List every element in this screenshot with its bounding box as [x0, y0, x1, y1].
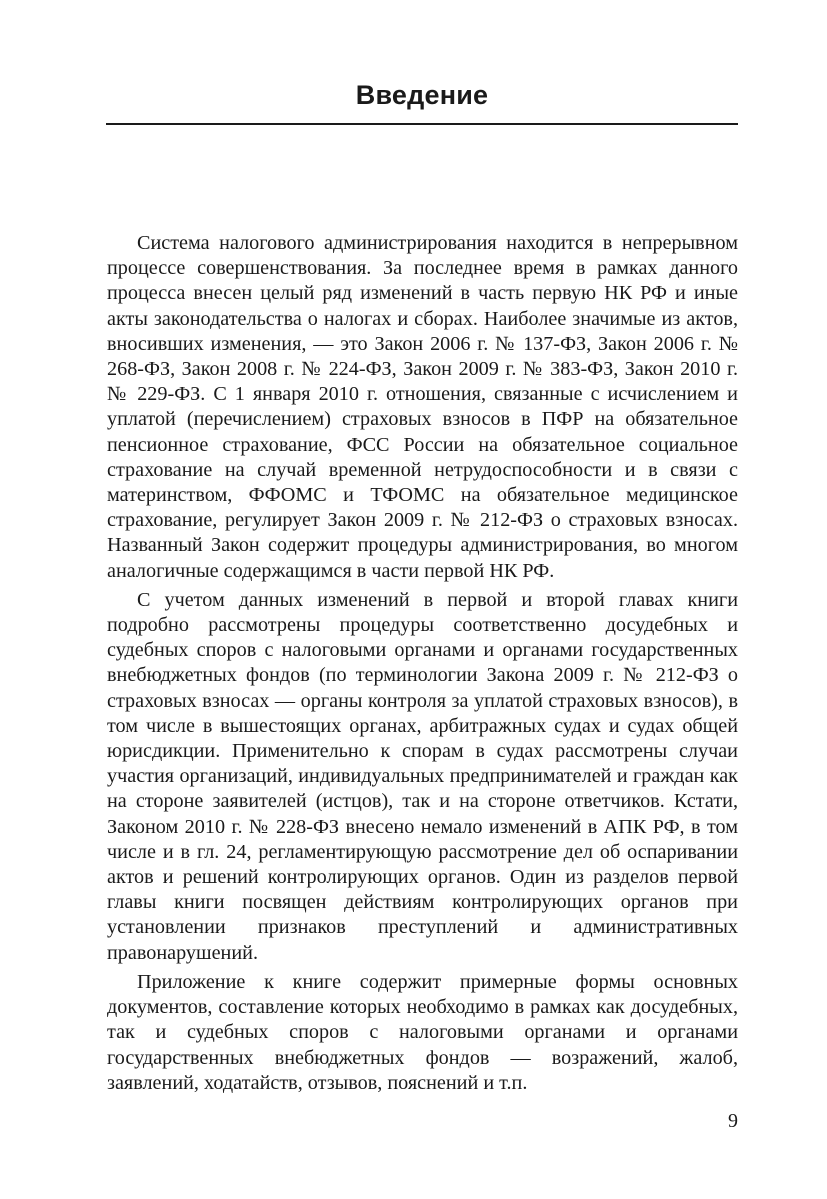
- title-underline: [106, 123, 738, 125]
- page-number: 9: [728, 1110, 738, 1132]
- paragraph-3: Приложение к книге содержит примерные формы основных документов, составление которых необходимо в рамках как досудебных, так и судебных споров с налоговыми органами и органами государственных внебюджетных фондов — возражений, жалоб, заявлений, ходатайств, отзывов, пояснений и т.п.: [107, 970, 738, 1094]
- paragraph-1: Система налогового администрирования находится в непрерывном процессе совершенствования. За последнее время в рамках данного процесса внесен целый ряд изменений в часть первую НК РФ и иные акты законодательства о налогах и сборах. Наиболее значимые из актов, вносивших изменения, — это Закон 2006 г. № 137-ФЗ, Закон 2006 г. № 268-ФЗ, Закон 2008 г. № 224-ФЗ, Закон 2009 г. № 383-ФЗ, Закон 2010 г. № 229-ФЗ. С 1 января 2010 г. отношения, связанные с исчислением и уплатой (перечислением) страховых взносов в ПФР на обязательное пенсионное страхование, ФСС России на обязательное социальное страхование на случай временной нетрудоспособности и в связи с материнством, ФФОМС и ТФОМС на обязательное медицинское страхование, регулирует Закон 2009 г. № 212-ФЗ о страховых взносах. Названный Закон содержит процедуры администрирования, во многом аналогичные содержащимся в части первой НК РФ.: [107, 232, 738, 582]
- page-title: Введение: [355, 80, 489, 110]
- body-text: [107, 231, 738, 1100]
- paragraph-2: С учетом данных изменений в первой и второй главах книги подробно рассмотрены процедуры соответственно досудебных и судебных споров с налоговыми органами и органами государственных внебюджетных фондов (по терминологии Закона 2009 г. № 212-ФЗ о страховых взносах — органы контроля за уплатой страховых взносов), в том числе в вышестоящих органах, арбитражных судах и судах общей юрисдикции. Применительно к спорам в судах рассмотрены случаи участия организаций, индивидуальных предпринимателей и граждан как на стороне заявителей (истцов), так и на стороне ответчиков. Кстати, Законом 2010 г. № 228-ФЗ внесено немало изменений в АПК РФ, в том числе и в гл. 24, регламентирующую рассмотрение дел об оспаривании актов и решений контролирующих органов. Один из разделов первой главы книги посвящен действиям контролирующих органов при установлении признаков преступлений и административных правонарушений.: [107, 588, 738, 964]
